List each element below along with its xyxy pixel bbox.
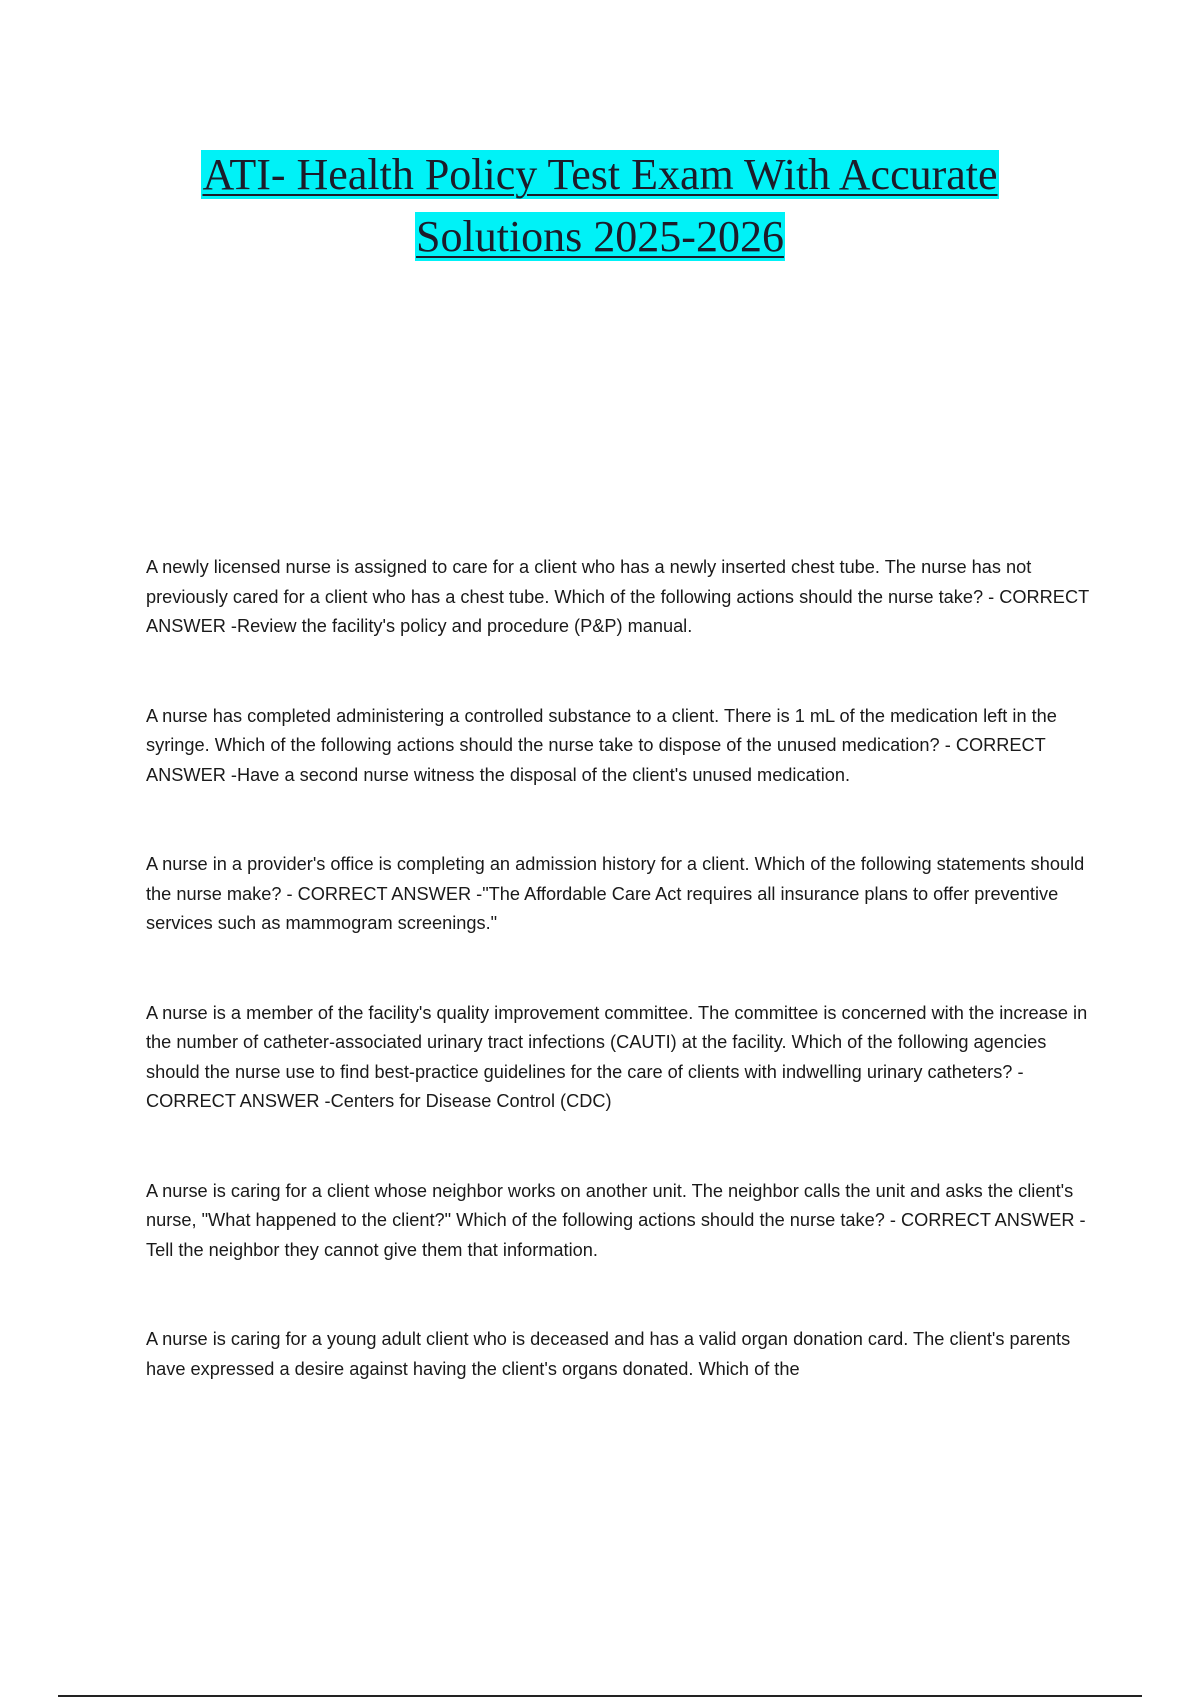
question-answer-list [146,553,1096,1444]
title-line-2: Solutions 2025-2026 [416,212,784,261]
qa-item-6: A nurse is caring for a young adult client who is deceased and has a valid organ donation card. The client's parents have expressed a desire against having the client's organs donated. Which of the [146,1329,1071,1379]
qa-item-5: A nurse is caring for a client whose neighbor works on another unit. The neighbor calls the unit and asks the client's nurse, "What happened to the client?" Which of the following actions should the nurse take? - CORRECT ANSWER -Tell the neighbor they cannot give them that information. [146,1180,1086,1260]
qa-item-3: A nurse in a provider's office is completing an admission history for a client. Which of the following statements should the nurse make? - CORRECT ANSWER -"The Affordable Care Act requires all insurance plans to offer preventive services such as mammogram screenings." [146,854,1085,933]
page-bottom-divider [58,1695,1142,1697]
document-title [0,144,1200,268]
qa-item-4: A nurse is a member of the facility's quality improvement committee. The committee is concerned with the increase in the number of catheter-associated urinary tract infections (CAUTI) at the facility. Which of the following agencies should the nurse use to find best-practice guidelines for the care of clients with indwelling urinary catheters? - CORRECT ANSWER -Centers for Disease Control (CDC) [146,1002,1088,1111]
qa-item-2: A nurse has completed administering a controlled substance to a client. There is 1 mL of the medication left in the syringe. Which of the following actions should the nurse take to dispose of the unused medication? - CORRECT ANSWER -Have a second nurse witness the disposal of the client's unused medication. [146,705,1057,785]
title-line-1: ATI- Health Policy Test Exam With Accurate [202,150,998,199]
qa-item-1: A newly licensed nurse is assigned to care for a client who has a newly inserted chest tube. The nurse has not previously cared for a client who has a chest tube. Which of the following actions should the nurse take? - CORRECT ANSWER -Review the facility's policy and procedure (P&P) manual. [146,557,1089,636]
